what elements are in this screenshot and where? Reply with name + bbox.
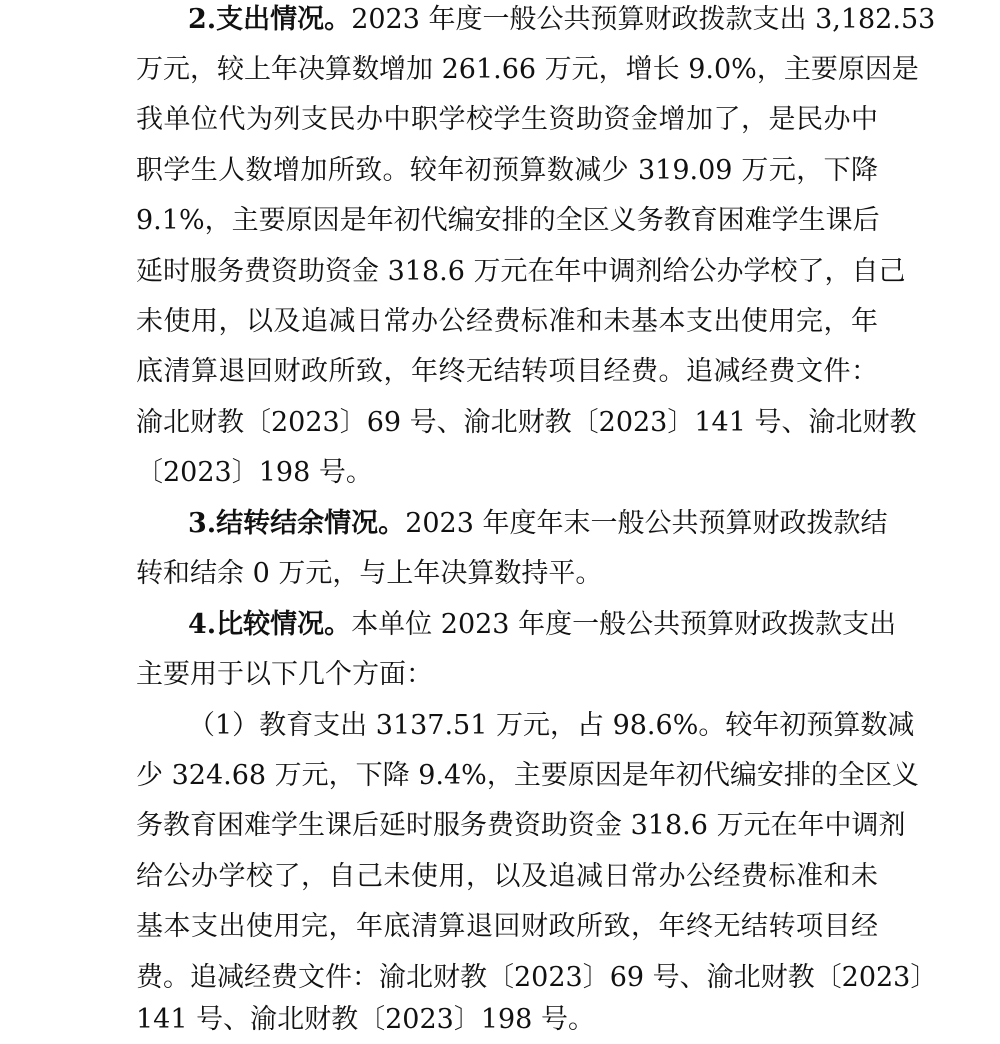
section-heading: 2.支出情况。 <box>188 4 352 35</box>
text-line <box>136 1000 878 1040</box>
body-text: 9.1%，主要原因是年初代编安排的全区义务教育困难学生课后 <box>136 205 880 236</box>
body-text: 渝北财教〔2023〕69 号、渝北财教〔2023〕141 号、渝北财教 <box>136 407 917 438</box>
body-text: 主要用于以下几个方面： <box>136 659 433 690</box>
body-text: 务教育困难学生课后延时服务费资助资金 318.6 万元在年中调剂 <box>136 810 906 841</box>
body-text: 万元，较上年决算数增加 261.66 万元，增长 9.0%，主要原因是 <box>136 54 919 85</box>
text-line <box>136 907 878 947</box>
body-text: 费。追减经费文件：渝北财教〔2023〕69 号、渝北财教〔2023〕 <box>136 962 938 993</box>
body-text: 本单位 2023 年度一般公共预算财政拨款支出 <box>351 609 897 640</box>
body-text: 基本支出使用完，年底清算退回财政所致，年终无结转项目经 <box>136 911 878 942</box>
paragraph-3-heading-line <box>188 504 888 544</box>
section-heading: 3.结转结余情况。 <box>188 508 406 539</box>
paragraph-4-heading-line <box>188 605 897 645</box>
text-line <box>136 655 878 695</box>
list-item-1-line <box>188 706 915 746</box>
text-line <box>136 50 919 90</box>
body-text: 给公办学校了，自己未使用，以及追减日常办公经费标准和未 <box>136 861 878 892</box>
body-text: 少 324.68 万元，下降 9.4%，主要原因是年初代编安排的全区义 <box>136 760 919 791</box>
body-text: 2023 年度一般公共预算财政拨款支出 3,182.53 <box>351 4 936 35</box>
text-line <box>136 403 917 443</box>
body-text: （1）教育支出 3137.51 万元，占 98.6%。较年初预算数减 <box>188 710 915 741</box>
section-heading: 4.比较情况。 <box>188 609 352 640</box>
body-text: 未使用，以及追减日常办公经费标准和未基本支出使用完，年 <box>136 306 878 337</box>
paragraph-2-heading-line <box>188 0 936 40</box>
body-text: 〔2023〕198 号。 <box>136 457 373 488</box>
text-line <box>136 857 878 897</box>
text-line <box>136 100 878 140</box>
text-line <box>136 554 878 594</box>
text-line <box>136 806 906 846</box>
text-line <box>136 201 878 241</box>
body-text: 底清算退回财政所致，年终无结转项目经费。追减经费文件： <box>136 356 878 387</box>
text-line <box>136 958 938 998</box>
body-text: 2023 年度年末一般公共预算财政拨款结 <box>405 508 888 539</box>
text-line <box>136 352 878 392</box>
body-text: 我单位代为列支民办中职学校学生资助资金增加了，是民办中 <box>136 104 878 135</box>
text-line <box>136 151 878 191</box>
text-line <box>136 302 878 342</box>
body-text: 职学生人数增加所致。较年初预算数减少 319.09 万元，下降 <box>136 155 878 186</box>
body-text: 转和结余 0 万元，与上年决算数持平。 <box>136 558 603 589</box>
text-line <box>136 453 878 493</box>
text-line <box>136 252 906 292</box>
text-line <box>136 756 919 796</box>
body-text: 141 号、渝北财教〔2023〕198 号。 <box>136 1004 595 1035</box>
body-text: 延时服务费资助资金 318.6 万元在年中调剂给公办学校了，自己 <box>136 256 906 287</box>
